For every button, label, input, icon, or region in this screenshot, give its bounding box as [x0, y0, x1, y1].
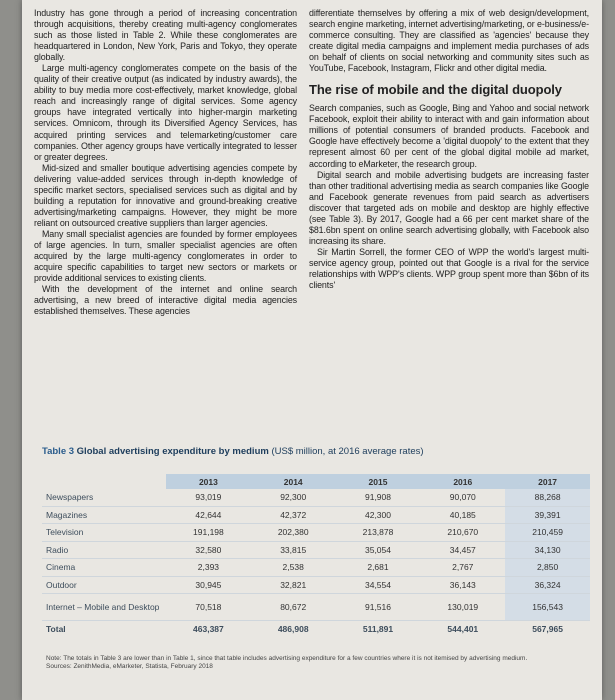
value-cell: 42,300: [336, 506, 421, 524]
year-header: 2014: [251, 474, 336, 489]
value-cell: 40,185: [420, 506, 505, 524]
paragraph: differentiate themselves by offering a mix of web design/development, search engine marketing, internet advertising/marketing, or e-business/e-commerce consulting. They are classified as 'agencies' because they create digital media campaigns and implement media purchases of ads on behalf of clients on social networking and community sites such as YouTube, Facebook, Instagram, Flickr and other digital media.: [309, 8, 589, 74]
value-cell: 32,580: [166, 541, 251, 559]
value-cell: 32,821: [251, 576, 336, 594]
year-header: 2015: [336, 474, 421, 489]
value-cell: 91,908: [336, 489, 421, 506]
table-row: [42, 576, 590, 594]
table-title: Global advertising expenditure by medium: [76, 446, 269, 457]
table-label: Table 3: [42, 446, 75, 457]
right-text-column: [309, 8, 589, 291]
medium-label: Internet – Mobile and Desktop: [42, 594, 166, 621]
total-cell: 567,965: [505, 621, 590, 638]
value-cell: 88,268: [505, 489, 590, 506]
value-cell: 39,391: [505, 506, 590, 524]
value-cell: 70,518: [166, 594, 251, 621]
medium-label: Cinema: [42, 559, 166, 577]
paragraph: Mid-sized and smaller boutique advertising agencies compete by delivering value-added services through in-depth knowledge of specific market sectors, specialised services such as digital and by building a reputation for innovative and ground-breaking creative advertising/marketing campaigns. However, they might be more reliant on outsourced creative suppliers than larger agencies.: [34, 162, 297, 228]
value-cell: 36,324: [505, 576, 590, 594]
total-cell: 463,387: [166, 621, 251, 638]
year-header: 2017: [505, 474, 590, 489]
table-row: [42, 541, 590, 559]
paragraph: With the development of the internet and online search advertising, a new breed of interactive digital media agencies established themselves. These agencies: [34, 284, 297, 317]
table-row: [42, 594, 590, 621]
value-cell: 92,300: [251, 489, 336, 506]
medium-label: Television: [42, 524, 166, 542]
medium-label: Radio: [42, 541, 166, 559]
value-cell: 36,143: [420, 576, 505, 594]
value-cell: 34,130: [505, 541, 590, 559]
paragraph: Sir Martin Sorrell, the former CEO of WPP the world's largest multi-service agency group, pointed out that Google is a rival for the service relationships with WPP's clients. WPP group spent more than $6bn of its clients': [309, 246, 589, 291]
header-blank: [42, 474, 166, 489]
table-row: [42, 506, 590, 524]
year-header: 2016: [420, 474, 505, 489]
total-label: Total: [42, 621, 166, 638]
table-row: [42, 524, 590, 542]
table-header-row: [42, 474, 590, 489]
paragraph: Industry has gone through a period of increasing concentration through acquisitions, thereby creating multi-agency conglomerates such as those listed in Table 2. While these conglomerates are headquartered in London, New York, Paris and Tokyo, they operate globally.: [34, 8, 297, 63]
paragraph: Digital search and mobile advertising budgets are increasing faster than other traditional advertising media as search companies like Google and Facebook generate revenues from paid search as advertisers discover that targeted ads on mobile and desktop are highly effective (see Table 3). By 2017, Google had a 66 per cent market share of the $81.6bn spent on online search advertising globally, with Facebook also increasing its share.: [309, 169, 589, 246]
document-page: [22, 0, 602, 700]
total-cell: 544,401: [420, 621, 505, 638]
value-cell: 2,681: [336, 559, 421, 577]
table-caption: [42, 446, 582, 457]
value-cell: 91,516: [336, 594, 421, 621]
value-cell: 93,019: [166, 489, 251, 506]
value-cell: 80,672: [251, 594, 336, 621]
value-cell: 42,372: [251, 506, 336, 524]
value-cell: 30,945: [166, 576, 251, 594]
value-cell: 130,019: [420, 594, 505, 621]
value-cell: 156,543: [505, 594, 590, 621]
left-text-column: [34, 8, 297, 317]
total-cell: 486,908: [251, 621, 336, 638]
value-cell: 35,054: [336, 541, 421, 559]
value-cell: 210,670: [420, 524, 505, 542]
value-cell: 90,070: [420, 489, 505, 506]
total-row: [42, 621, 590, 638]
value-cell: 42,644: [166, 506, 251, 524]
value-cell: 210,459: [505, 524, 590, 542]
value-cell: 2,767: [420, 559, 505, 577]
table-units: (US$ million, at 2016 average rates): [271, 446, 424, 457]
value-cell: 202,380: [251, 524, 336, 542]
medium-label: Newspapers: [42, 489, 166, 506]
ad-expenditure-table: [42, 474, 590, 637]
medium-label: Outdoor: [42, 576, 166, 594]
table-notes: [46, 655, 586, 671]
value-cell: 34,554: [336, 576, 421, 594]
value-cell: 2,393: [166, 559, 251, 577]
table-row: [42, 489, 590, 506]
value-cell: 191,198: [166, 524, 251, 542]
table-row: [42, 559, 590, 577]
table-source: Sources: ZenithMedia, eMarketer, Statista, February 2018: [46, 663, 213, 670]
value-cell: 2,538: [251, 559, 336, 577]
paragraph: Search companies, such as Google, Bing and Yahoo and social network Facebook, exploit their ability to interact with and gain information about millions of potential consumers of branded products. Facebook and Google have effectively become a 'digital duopoly' to the extent that they represent almost 60 per cent of the global digital mobile ad market, according to eMarketer, the research group.: [309, 103, 589, 169]
paragraph: Many small specialist agencies are founded by former employees of large agencies. In turn, smaller specialist agencies are often acquired by the large multi-agency conglomerates in order to acquire specific capabilities to target new sectors or markets or provide additional services to existing clients.: [34, 228, 297, 284]
table-footnote: Note: The totals in Table 3 are lower than in Table 1, since that table includes advertising expenditure for a few countries where it is not itemised by advertising medium.: [46, 655, 528, 662]
value-cell: 213,878: [336, 524, 421, 542]
year-header: 2013: [166, 474, 251, 489]
value-cell: 34,457: [420, 541, 505, 559]
value-cell: 33,815: [251, 541, 336, 559]
total-cell: 511,891: [336, 621, 421, 638]
value-cell: 2,850: [505, 559, 590, 577]
section-heading: The rise of mobile and the digital duopoly: [309, 82, 562, 98]
medium-label: Magazines: [42, 506, 166, 524]
paragraph: Large multi-agency conglomerates compete on the basis of the quality of their creative output (as indicated by industry awards), the ability to buy media more cost-effectively, market knowledge, global reach and increasingly range of digital services. Some agency groups have integrated vertically into higher-margin marketing services. Omnicom, through its Diversified Agency Services, has acquired printing services and telemarketing/customer care companies. Other agency groups have vertically integrated to lesser or greater degrees.: [34, 63, 297, 162]
